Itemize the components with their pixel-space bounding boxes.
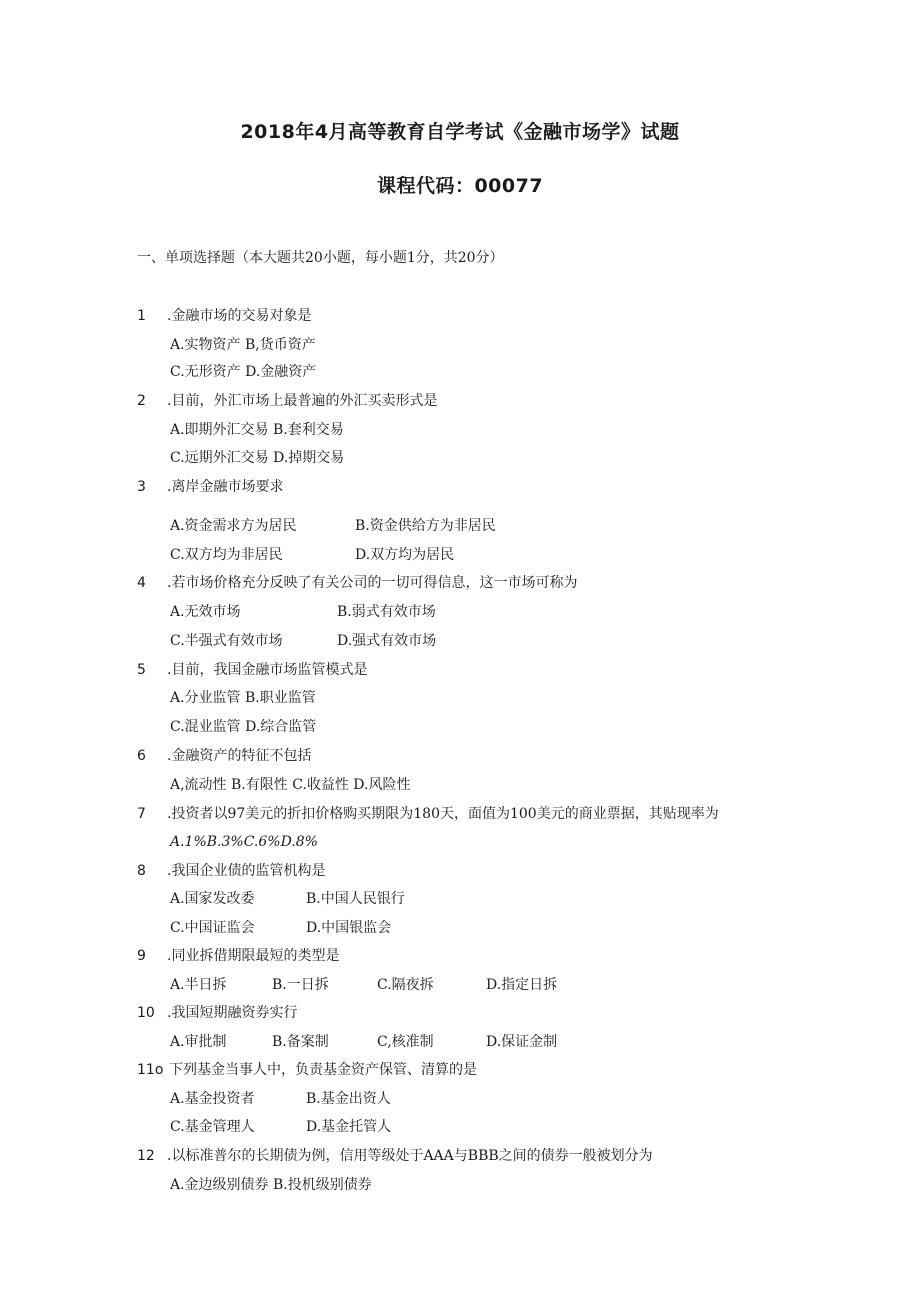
question-9	[137, 946, 339, 966]
question-text: .我国短期融资券实行	[167, 1005, 298, 1021]
options-row: C.远期外汇交易 D.掉期交易	[170, 450, 345, 466]
option-b: B.资金供给方为非居民	[355, 518, 496, 534]
option-b: B.弱式有效市场	[337, 604, 436, 620]
question-4	[137, 573, 577, 593]
option-b: B.基金出资人	[306, 1091, 391, 1107]
question-10	[137, 1003, 297, 1023]
question-8	[137, 861, 325, 881]
options-row: C.无形资产 D.金融资产	[170, 364, 317, 380]
option-d: D.双方均为居民	[355, 547, 455, 563]
option-a: A.基金投资者	[170, 1091, 255, 1107]
question-1	[137, 306, 311, 326]
question-3	[137, 477, 283, 497]
question-number: 3	[137, 479, 146, 495]
question-text: .目前，外汇市场上最普遍的外汇买卖形式是	[167, 393, 438, 409]
question-number: 8	[137, 863, 146, 879]
option-c: C.双方均为非居民	[170, 547, 283, 563]
options-row: A.分业监管 B.职业监管	[170, 690, 316, 706]
options-row: A.实物资产 B,货币资产	[170, 337, 316, 353]
question-text: .同业拆借期限最短的类型是	[167, 948, 340, 964]
question-7	[137, 804, 719, 824]
option-a: A.半日拆	[170, 977, 227, 993]
question-text: .目前，我国金融市场监管模式是	[167, 662, 368, 678]
option-a: A.国家发改委	[170, 891, 255, 907]
option-b: B.中国人民银行	[306, 891, 405, 907]
question-number: 7	[137, 806, 146, 822]
question-11	[137, 1060, 477, 1080]
question-12	[137, 1146, 653, 1166]
option-d: D.基金托管人	[306, 1119, 392, 1135]
question-number: 1	[137, 308, 146, 324]
question-2	[137, 391, 437, 411]
option-c: C,核准制	[377, 1034, 434, 1050]
question-text: .投资者以97美元的折扣价格购买期限为180天，面值为100美元的商业票据，其贴现率为	[167, 806, 719, 822]
exam-title: 2018年4月高等教育自学考试《金融市场学》试题	[240, 121, 680, 143]
options-row: C.混业监管 D.综合监管	[170, 719, 317, 735]
question-text: .以标准普尔的长期债为例，信用等级处于AAA与BBB之间的债券一般被划分为	[167, 1148, 653, 1164]
option-a: A.无效市场	[170, 604, 241, 620]
section-heading: 一、单项选择题（本大题共20小题，每小题1分，共20分）	[137, 250, 504, 266]
option-b: B.备案制	[272, 1034, 329, 1050]
question-number: 6	[137, 748, 146, 764]
question-number: 11o	[137, 1062, 164, 1078]
question-number: 5	[137, 662, 146, 678]
option-c: C.基金管理人	[170, 1119, 255, 1135]
question-text: 下列基金当事人中，负责基金资产保管、清算的是	[169, 1062, 477, 1078]
question-number: 10	[137, 1005, 155, 1021]
option-d: D.强式有效市场	[337, 633, 437, 649]
option-c: C.中国证监会	[170, 920, 255, 936]
option-d: D.保证金制	[486, 1034, 558, 1050]
options-row: A.即期外汇交易 B.套利交易	[170, 422, 344, 438]
question-text: .金融市场的交易对象是	[167, 308, 312, 324]
question-number: 4	[137, 575, 146, 591]
question-text: .我国企业债的监管机构是	[167, 863, 326, 879]
option-a: A.资金需求方为居民	[170, 518, 297, 534]
option-b: B.一日拆	[272, 977, 329, 993]
question-5	[137, 660, 367, 680]
question-number: 2	[137, 393, 146, 409]
options-row: A.1%B.3%C.6%D.8%	[170, 834, 318, 850]
question-text: .金融资产的特征不包括	[167, 748, 312, 764]
options-row: A.金边级别债券 B.投机级别债券	[170, 1177, 372, 1193]
option-c: C.半强式有效市场	[170, 633, 283, 649]
option-d: D.指定日拆	[486, 977, 558, 993]
option-d: D.中国银监会	[306, 920, 392, 936]
option-a: A.审批制	[170, 1034, 227, 1050]
option-c: C.隔夜拆	[377, 977, 434, 993]
question-number: 9	[137, 948, 146, 964]
question-number: 12	[137, 1148, 155, 1164]
question-text: .离岸金融市场要求	[167, 479, 284, 495]
course-code: 课程代码：00077	[376, 175, 544, 197]
options-row: A,流动性 B.有限性 C.收益性 D.风险性	[170, 777, 411, 793]
question-6	[137, 746, 311, 766]
question-text: .若市场价格充分反映了有关公司的一切可得信息，这一市场可称为	[167, 575, 578, 591]
